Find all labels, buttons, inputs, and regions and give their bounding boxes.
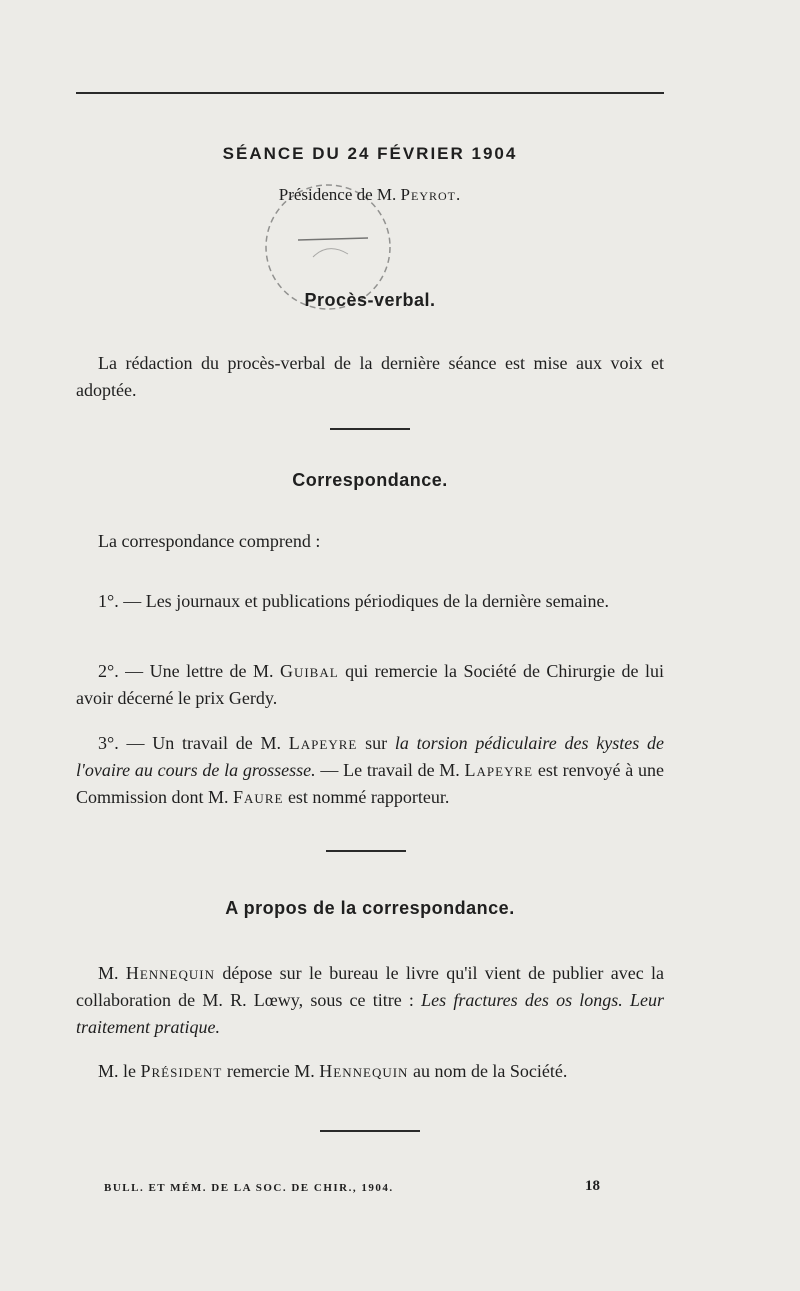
section-divider: [320, 1130, 420, 1132]
top-rule: [76, 92, 664, 94]
a-propos-heading: A propos de la correspondance.: [225, 898, 515, 918]
correspondance-item-2: 2°. — Une lettre de M. Guibal qui remercie la Société de Chirurgie de lui avoir décerné le prix Gerdy.: [76, 661, 664, 708]
section-divider: [326, 850, 406, 852]
running-footer: BULL. ET MÉM. DE LA SOC. DE CHIR., 1904.: [104, 1182, 394, 1194]
a-propos-paragraph-1: M. Hennequin dépose sur le bureau le livre qu'il vient de publier avec la collaboration de M. R. Lœwy, sous ce titre : Les fractures des os longs. Leur traitement pratique.: [76, 963, 664, 1037]
proces-verbal-heading: Procès-verbal.: [304, 290, 436, 310]
correspondance-item-3: 3°. — Un travail de M. Lapeyre sur la torsion pédiculaire des kystes de l'ovaire au cours de la grossesse. — Le travail de M. Lapeyre est renvoyé à une Commission dont M. Faure est nommé rapporteur.: [76, 733, 665, 807]
presidence-line: Présidence de M. Peyrot.: [278, 185, 462, 204]
section-divider: [330, 428, 410, 430]
session-title: SÉANCE DU 24 FÉVRIER 1904: [222, 144, 518, 163]
correspondance-heading: Correspondance.: [292, 470, 448, 490]
correspondance-item-1: 1°. — Les journaux et publications périodiques de la dernière semaine.: [98, 591, 610, 611]
proces-verbal-text: La rédaction du procès-verbal de la dernière séance est mise aux voix et adoptée.: [76, 353, 664, 400]
correspondance-intro: La correspondance comprend :: [98, 531, 321, 551]
page-number: 18: [585, 1178, 600, 1194]
a-propos-paragraph-2: M. le Président remercie M. Hennequin au nom de la Société.: [98, 1061, 568, 1081]
